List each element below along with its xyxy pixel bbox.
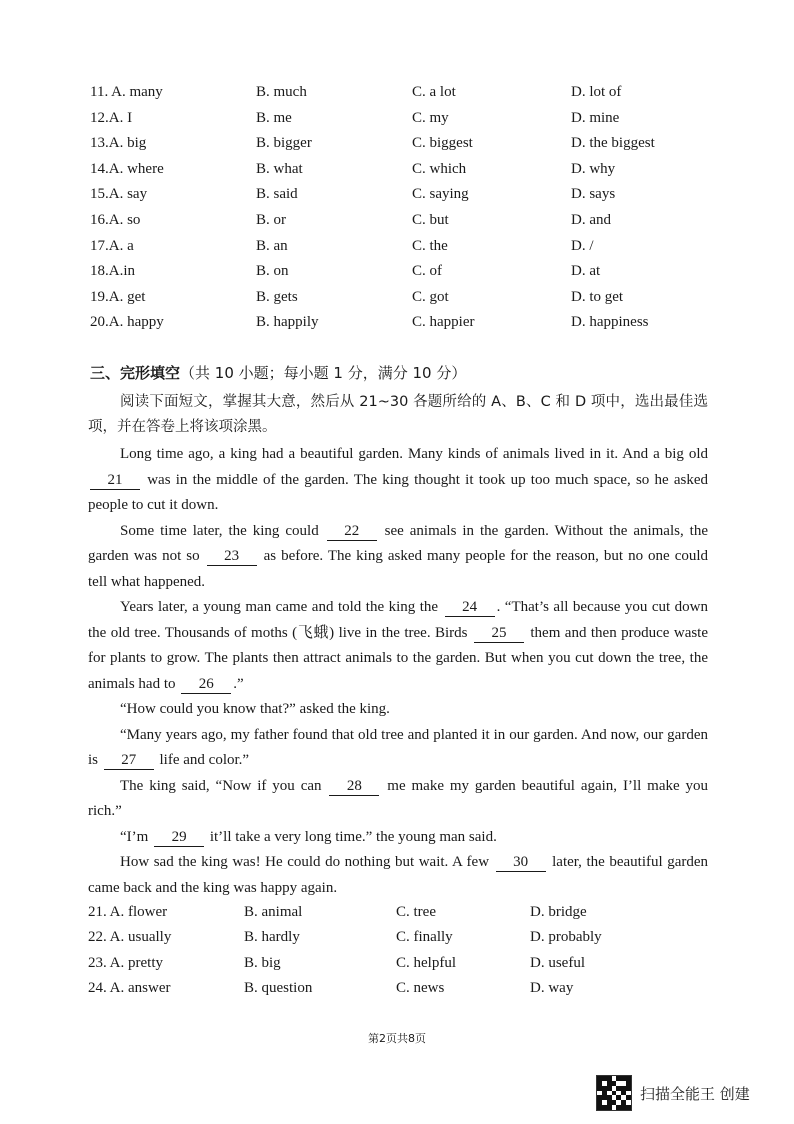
passage-text: Long time ago, a king had a beautiful garden. Many kinds of animals lived in it. And a big old (120, 446, 708, 462)
options-11-20 (90, 80, 730, 336)
option-b: B. me (256, 109, 292, 126)
blank-28: 28 (329, 777, 379, 796)
passage-text: them and then produce waste for plants to grow. The plants then attract animals to the garden. But when you cut down the tree, the animals had to (88, 624, 709, 692)
option-a: 12.A. I (90, 109, 133, 126)
passage-text: “I’m (120, 828, 149, 845)
option-row (88, 925, 708, 950)
section-instruction: 阅读下面短文，掌握其大意，然后从 21~30 各题所给的 A、B、C 和 D 项中，选出最佳选项，并在答卷上将该项涂黑。 (88, 394, 708, 435)
paragraph (88, 519, 708, 596)
option-row (90, 80, 730, 106)
option-row (88, 900, 708, 925)
passage-text: Some time later, the king could (120, 522, 319, 539)
paragraph (88, 442, 708, 519)
option-a: 11. A. many (90, 84, 163, 100)
option-row (90, 285, 730, 311)
passage-text: Years later, a young man came and told the king the (120, 599, 439, 615)
option-a: 19.A. get (90, 288, 146, 305)
option-a: 22. A. usually (88, 929, 172, 946)
option-d: D. says (571, 186, 616, 203)
option-row (88, 951, 708, 976)
option-d: D. useful (530, 954, 585, 971)
paragraph (88, 595, 708, 697)
passage-text: as before. The king asked many people for the reason, but no one could tell what happened. (88, 548, 709, 590)
blank-22: 22 (327, 522, 377, 541)
option-b: B. hardly (244, 929, 300, 946)
section-title: 三、完形填空 (90, 364, 181, 382)
option-b: B. big (244, 954, 281, 971)
option-row (90, 106, 730, 132)
option-d: D. the biggest (571, 135, 655, 152)
passage-text: it’ll take a very long time.” the young man said. (209, 828, 497, 845)
cloze-passage (88, 442, 708, 901)
passage-text: How sad the king was! He could do nothing but wait. A few (120, 854, 490, 870)
option-d: D. mine (571, 109, 620, 126)
section-heading (90, 362, 466, 383)
option-c: C. news (396, 979, 445, 996)
option-c: C. but (412, 211, 449, 228)
option-c: C. of (412, 263, 442, 280)
option-a: 15.A. say (90, 186, 148, 203)
option-row (90, 259, 730, 285)
option-d: D. to get (571, 288, 624, 305)
option-b: B. gets (256, 288, 298, 305)
option-row (90, 157, 730, 183)
passage-text: . “That’s all because you cut down the old tree. Thousands of moths (飞蛾) live in the tree. Birds (88, 599, 708, 641)
passage-text: me make my garden beautiful again, I’ll make you rich.” (88, 777, 709, 819)
option-c: C. saying (412, 186, 469, 203)
option-a: 14.A. where (90, 160, 164, 177)
option-b: B. animal (244, 904, 303, 920)
passage-text: see animals in the garden. Without the animals, the garden was not so (88, 522, 709, 564)
option-row (90, 234, 730, 260)
blank-23: 23 (207, 547, 257, 566)
scanner-watermark (596, 1076, 750, 1110)
option-c: C. finally (396, 929, 453, 946)
paragraph (88, 850, 708, 901)
passage-text: later, the beautiful garden came back and the king was happy again. (88, 854, 709, 896)
blank-29: 29 (154, 828, 204, 847)
option-d: D. way (530, 979, 574, 996)
option-d: D. why (571, 160, 616, 177)
watermark-text: 扫描全能王 创建 (640, 1084, 750, 1103)
passage-text: .” (233, 675, 244, 692)
passage-text: was in the middle of the garden. The king thought it took up too much space, so he asked people to cut it down. (88, 471, 709, 513)
option-c: C. the (412, 237, 448, 254)
option-b: B. said (256, 186, 298, 203)
option-b: B. an (256, 237, 288, 254)
blank-26: 26 (181, 675, 231, 694)
option-b: B. on (256, 263, 289, 280)
passage-text: The king said, “Now if you can (120, 777, 322, 794)
option-c: C. a lot (412, 84, 456, 100)
option-row (90, 208, 730, 234)
option-c: C. tree (396, 904, 436, 920)
blank-21: 21 (90, 471, 140, 490)
passage-text: life and color.” (159, 752, 250, 768)
option-b: B. or (256, 211, 286, 228)
section-subtitle: （共 10 小题；每小题 1 分，满分 10 分） (180, 364, 467, 382)
paragraph (88, 774, 708, 825)
option-d: D. lot of (571, 84, 622, 100)
page-number: 第2页共8页 (368, 1032, 426, 1045)
option-a: 24. A. answer (88, 979, 171, 996)
option-b: B. much (256, 84, 307, 100)
option-c: C. which (412, 160, 467, 177)
option-row (90, 310, 730, 336)
option-d: D. and (571, 211, 611, 228)
option-c: C. happier (412, 314, 475, 331)
option-a: 20.A. happy (90, 314, 164, 331)
option-a: 21. A. flower (88, 904, 168, 920)
option-row (90, 131, 730, 157)
option-a: 17.A. a (90, 237, 134, 254)
option-b: B. what (256, 160, 303, 177)
option-c: C. my (412, 109, 449, 126)
passage-text: “Many years ago, my father found that old tree and planted it in our garden. And now, our garden is (88, 726, 708, 768)
option-c: C. helpful (396, 954, 456, 971)
paragraph (88, 825, 708, 851)
option-a: 23. A. pretty (88, 954, 163, 971)
option-b: B. happily (256, 314, 319, 331)
blank-30: 30 (496, 853, 546, 872)
options-21-24 (88, 900, 708, 1001)
option-c: C. got (412, 288, 449, 305)
blank-25: 25 (474, 624, 524, 643)
option-row (88, 976, 708, 1001)
option-a: 13.A. big (90, 135, 147, 152)
option-b: B. question (244, 979, 313, 996)
option-a: 18.A.in (90, 263, 135, 280)
option-d: D. / (571, 237, 594, 254)
option-d: D. probably (530, 929, 602, 946)
blank-27: 27 (104, 751, 154, 770)
option-b: B. bigger (256, 135, 312, 152)
option-a: 16.A. so (90, 211, 141, 228)
qr-code-icon (596, 1075, 632, 1111)
option-d: D. at (571, 263, 601, 280)
paragraph (88, 723, 708, 774)
option-row (90, 182, 730, 208)
blank-24: 24 (445, 598, 495, 617)
option-c: C. biggest (412, 135, 473, 152)
paragraph: “How could you know that?” asked the king. (120, 701, 390, 717)
option-d: D. happiness (571, 314, 649, 331)
option-d: D. bridge (530, 904, 587, 920)
